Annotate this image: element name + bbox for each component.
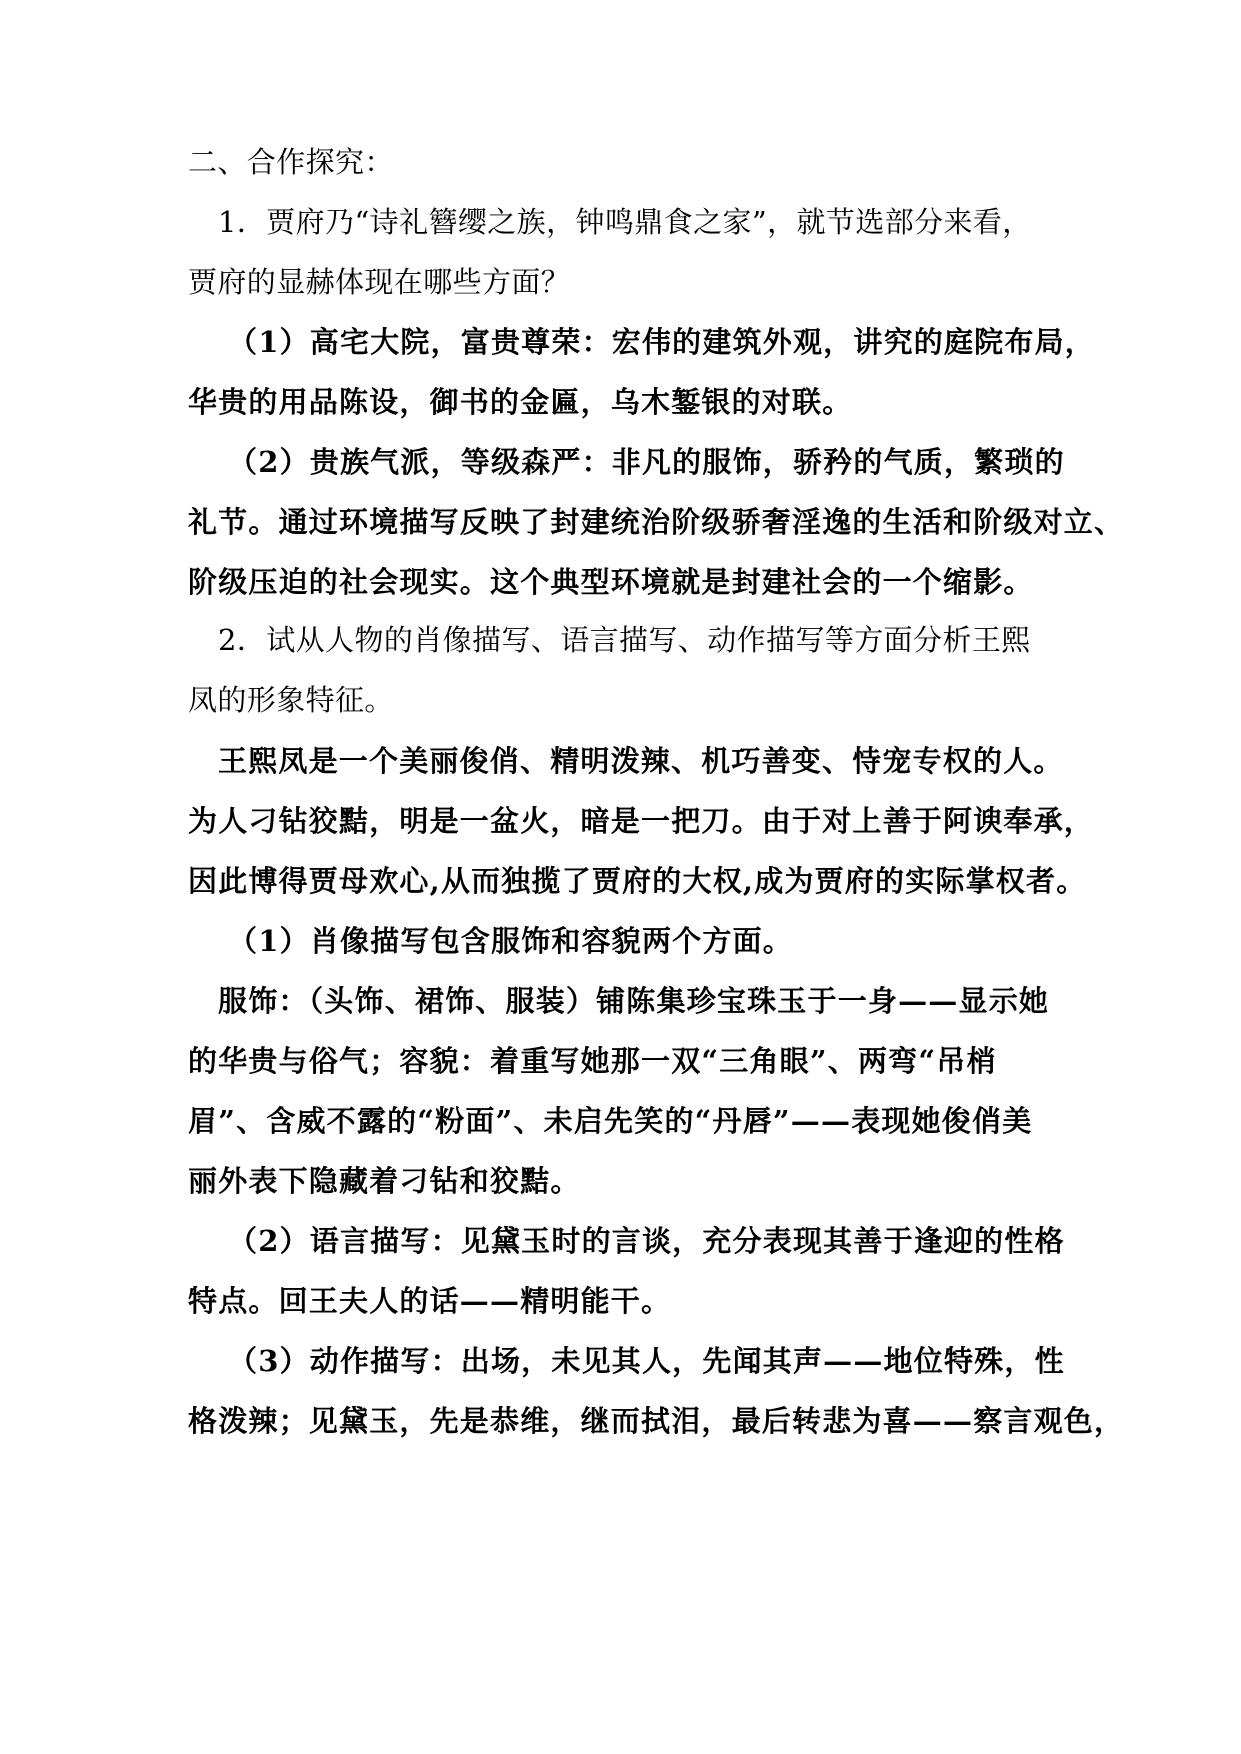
answer-2-intro-line-2: 为人刁钻狡黠，明是一盆火，暗是一把刀。由于对上善于阿谀奉承，	[188, 804, 1095, 838]
answer-2-point-1-line-1: （1）肖像描写包含服饰和容貌两个方面。	[228, 924, 793, 958]
answer-1-point-2-line-1: （2）贵族气派，等级森严：非凡的服饰，骄矜的气质，繁琐的	[228, 445, 1065, 479]
answer-2-point-2-line-1: （2）语言描写：见黛玉时的言谈，充分表现其善于逢迎的性格	[228, 1224, 1065, 1258]
answer-2-point-1-detail-line-2: 的华贵与俗气；容貌：着重写她那一双“三角眼”、两弯“吊梢	[188, 1044, 997, 1078]
answer-1-point-2-line-2: 礼节。通过环境描写反映了封建统治阶级骄奢淫逸的生活和阶级对立、	[188, 505, 1125, 539]
question-1-line-1: 1．贾府乃“诗礼簪缨之族，钟鸣鼎食之家”，就节选部分来看，	[218, 205, 1032, 239]
answer-2-point-1-detail-line-3: 眉”、含威不露的“粉面”、未启先笑的“丹唇”——表现她俊俏美	[188, 1104, 1033, 1138]
answer-1-point-2-line-3: 阶级压迫的社会现实。这个典型环境就是封建社会的一个缩影。	[188, 565, 1034, 599]
answer-2-intro-line-1: 王熙凤是一个美丽俊俏、精明泼辣、机巧善变、恃宠专权的人。	[218, 744, 1064, 778]
section-heading: 二、合作探究：	[188, 145, 394, 179]
answer-2-point-1-detail-line-4: 丽外表下隐藏着刁钻和狡黠。	[188, 1164, 581, 1198]
answer-2-point-2-line-2: 特点。回王夫人的话——精明能干。	[188, 1284, 672, 1318]
question-1-line-2: 贾府的显赫体现在哪些方面？	[188, 265, 571, 299]
answer-2-intro-line-3: 因此博得贾母欢心,从而独揽了贾府的大权,成为贾府的实际掌权者。	[188, 864, 1087, 898]
answer-2-point-1-detail-line-1: 服饰：（头饰、裙饰、服装）铺陈集珍宝珠玉于一身——显示她	[218, 984, 1050, 1018]
answer-2-point-3-line-2: 格泼辣；见黛玉，先是恭维，继而拭泪，最后转悲为喜——察言观色，	[188, 1404, 1125, 1438]
answer-1-point-1-line-2: 华贵的用品陈设，御书的金匾，乌木錾银的对联。	[188, 385, 853, 419]
answer-2-point-3-line-1: （3）动作描写：出场，未见其人，先闻其声——地位特殊，性	[228, 1344, 1065, 1378]
answer-1-point-1-line-1: （1）高宅大院，富贵尊荣：宏伟的建筑外观，讲究的庭院布局，	[228, 325, 1095, 359]
question-2-line-1: 2．试从人物的肖像描写、语言描写、动作描写等方面分析王熙	[218, 623, 1031, 657]
question-2-line-2: 凤的形象特征。	[188, 683, 394, 717]
